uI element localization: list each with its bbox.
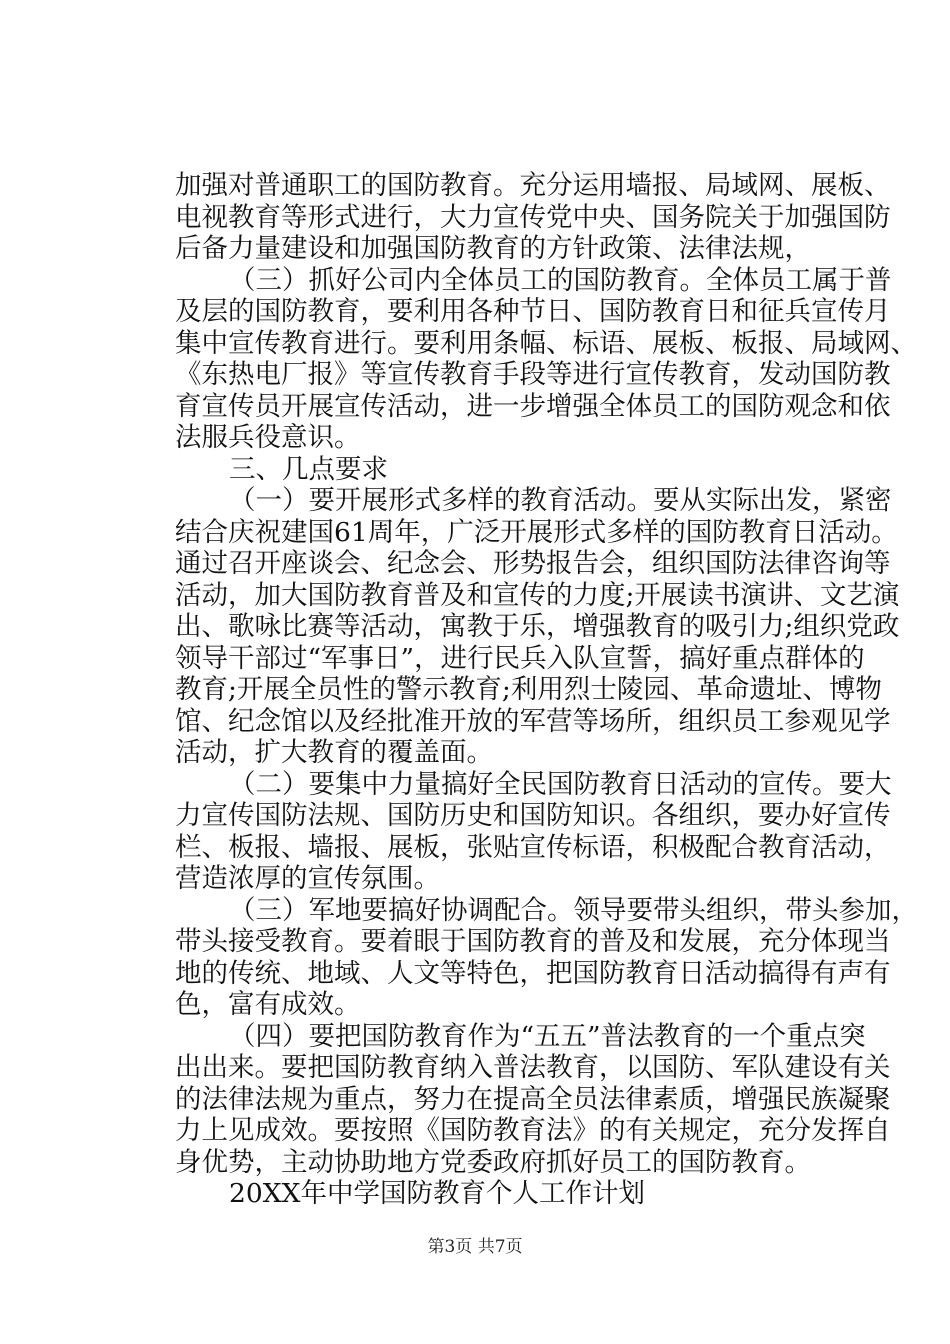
text-line: 力上见成效。要按照《国防教育法》的有关规定，充分发挥自 — [175, 1115, 891, 1146]
text-line: 加强对普通职工的国防教育。充分运用墙报、局域网、展板、 — [175, 170, 891, 201]
text-line: 集中宣传教育进行。要利用条幅、标语、展板、板报、局域网、 — [175, 327, 917, 359]
text-line: 力宣传国防法规、国防历史和国防知识。各组织，要办好宣传 — [175, 800, 891, 831]
text-line: 活动，扩大教育的覆盖面。 — [175, 737, 493, 768]
text-line: （三）军地要搞好协调配合。领导要带头组织，带头参加， — [229, 894, 918, 926]
text-line: 带头接受教育。要着眼于国防教育的普及和发展，充分体现当 — [175, 926, 891, 957]
document-body — [175, 170, 918, 1210]
text-line: 教育;开展全员性的警示教育;利用烈士陵园、革命遗址、博物 — [175, 674, 882, 705]
text-line: 身优势，主动协助地方党委政府抓好员工的国防教育。 — [175, 1146, 811, 1178]
text-line: （四）要把国防教育作为“五五”普法教育的一个重点突 — [229, 1020, 866, 1052]
page-footer: 第3页 共7页 — [427, 1237, 523, 1257]
text-line: （一）要开展形式多样的教育活动。要从实际出发，紧密 — [229, 485, 892, 516]
text-line: 三、几点要求 — [229, 453, 388, 485]
text-line: 出、歌咏比赛等活动，寓教于乐，增强教育的吸引力;组织党政 — [175, 611, 900, 642]
text-line: 领导干部过“军事日”，进行民兵入队宣誓，搞好重点群体的 — [175, 642, 865, 674]
text-line: 地的传统、地域、人文等特色，把国防教育日活动搞得有声有 — [175, 957, 891, 989]
text-line: 法服兵役意识。 — [175, 422, 361, 453]
text-line: 通过召开座谈会、纪念会、形势报告会，组织国防法律咨询等 — [175, 548, 891, 579]
text-line: 《东热电厂报》等宣传教育手段等进行宣传教育，发动国防教 — [175, 359, 891, 390]
text-line: 的法律法规为重点，努力在提高全员法律素质，增强民族凝聚 — [175, 1083, 891, 1115]
text-line: （二）要集中力量搞好全民国防教育日活动的宣传。要大 — [229, 768, 892, 800]
text-line: 电视教育等形式进行，大力宣传党中央、国务院关于加强国防 — [175, 201, 891, 233]
text-line: 活动，加大国防教育普及和宣传的力度;开展读书演讲、文艺演 — [175, 579, 900, 611]
text-line: 馆、纪念馆以及经批准开放的军营等场所，组织员工参观见学 — [175, 705, 891, 737]
text-line: 栏、板报、墙报、展板，张贴宣传标语，积极配合教育活动， — [175, 831, 891, 863]
text-line: 色，富有成效。 — [175, 989, 361, 1020]
text-line: 出出来。要把国防教育纳入普法教育，以国防、军队建设有关 — [175, 1052, 891, 1083]
text-line: 后备力量建设和加强国防教育的方针政策、法律法规， — [175, 233, 811, 264]
text-line: 20XX年中学国防教育个人工作计划 — [229, 1178, 645, 1209]
text-line: 营造浓厚的宣传氛围。 — [175, 863, 440, 894]
text-line: 结合庆祝建国61周年，广泛开展形式多样的国防教育日活动。 — [175, 516, 898, 548]
text-line: 及层的国防教育，要利用各种节日、国防教育日和征兵宣传月 — [175, 296, 891, 327]
text-line: 育宣传员开展宣传活动，进一步增强全体员工的国防观念和依 — [175, 390, 891, 422]
text-line: （三）抓好公司内全体员工的国防教育。全体员工属于普 — [229, 264, 892, 296]
